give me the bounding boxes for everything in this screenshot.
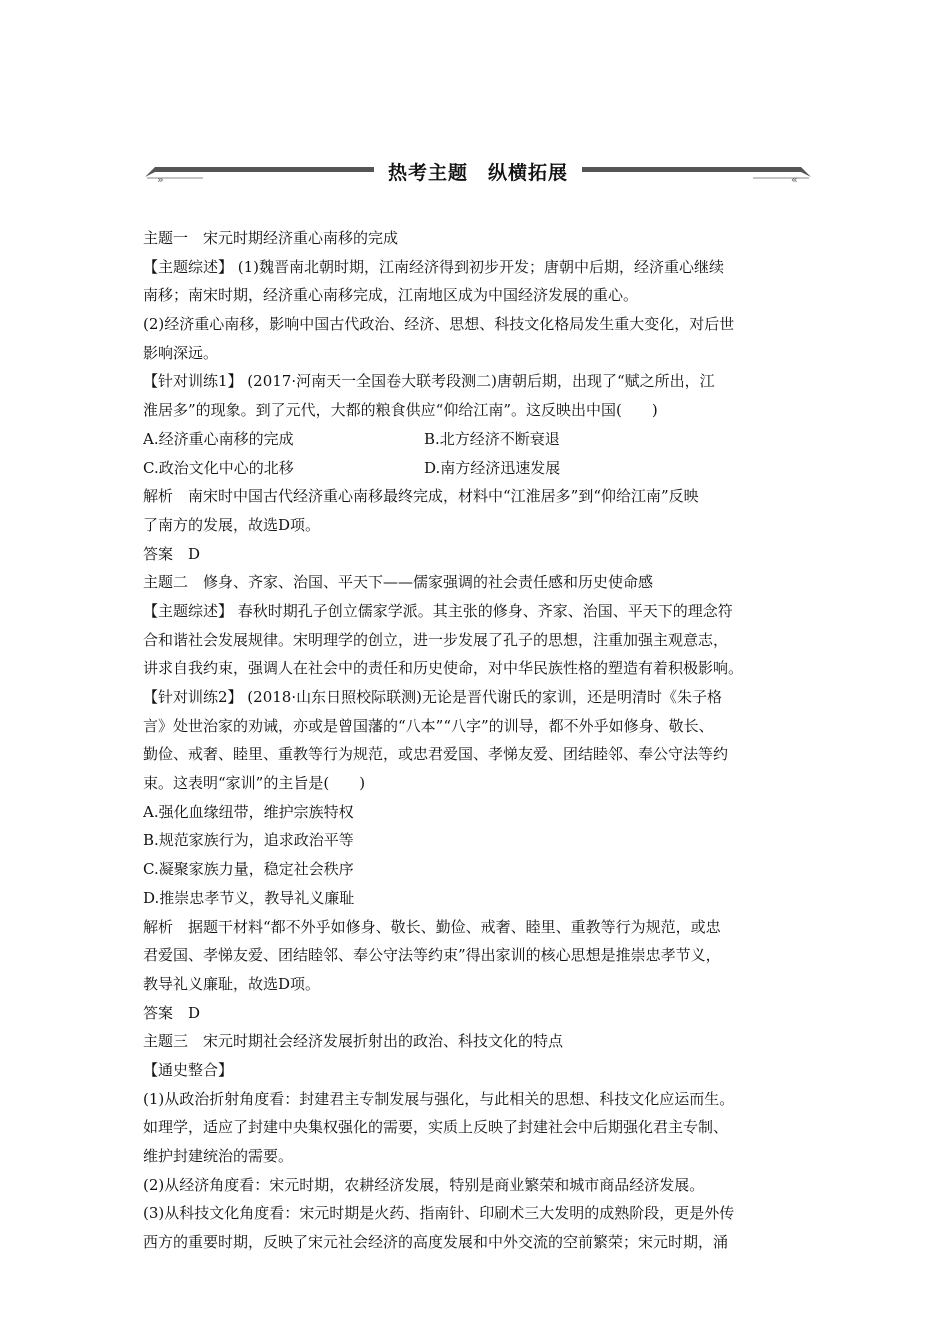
text-line: 西方的重要时期，反映了宋元社会经济的高度发展和中外交流的空前繁荣；宋元时期，涌 bbox=[143, 1233, 729, 1252]
option-line: B.规范家族行为，追求政治平等 bbox=[143, 831, 354, 850]
text-line: 言》处世治家的劝诫，亦或是曾国藩的“八本”“八字”的训导，都不外乎如修身、敬长、 bbox=[143, 716, 714, 735]
text-line: 主题一 宋元时期经济重心南移的完成 bbox=[143, 229, 399, 247]
option-line: D.推崇忠孝节义，教导礼义廉耻 bbox=[143, 888, 355, 907]
text-line: 教导礼义廉耻，故选D项。 bbox=[143, 974, 321, 993]
text-line: (2)从经济角度看：宋元时期，农耕经济发展，特别是商业繁荣和城市商品经济发展。 bbox=[143, 1175, 705, 1194]
text-line: 合和谐社会发展规律。宋明理学的创立，进一步发展了孔子的思想，注重加强主观意志， bbox=[143, 630, 729, 649]
text-line: 影响深远。 bbox=[143, 343, 219, 362]
text-line: 讲求自我约束，强调人在社会中的责任和历史使命，对中华民族性格的塑造有着积极影响。 bbox=[143, 659, 744, 678]
text-line: (1)从政治折射角度看：封建君主专制发展与强化，与此相关的思想、科技文化应运而生。 bbox=[143, 1089, 735, 1108]
option-row bbox=[143, 425, 815, 454]
option-b: B.北方经济不断衰退 bbox=[424, 429, 560, 448]
text-line: (2)经济重心南移，影响中国古代政治、经济、思想、科技文化格局发生重大变化，对后世 bbox=[143, 315, 735, 334]
option-c: C.政治文化中心的北移 bbox=[143, 458, 294, 477]
text-line: 维护封建统治的需要。 bbox=[143, 1147, 294, 1165]
banner-title: 热考主题 纵横拓展 bbox=[374, 162, 582, 184]
section-banner bbox=[143, 150, 813, 190]
left-mark: » bbox=[157, 173, 164, 186]
answer-line: 答案 D bbox=[143, 544, 201, 563]
option-a: A.经济重心南移的完成 bbox=[143, 429, 294, 448]
text-line: (3)从科技文化角度看：宋元时期是火药、指南针、印刷术三大发明的成熟阶段，更是外传 bbox=[143, 1204, 735, 1223]
right-mark: « bbox=[791, 173, 798, 186]
text-line: 【针对训练2】 (2018·山东日照校际联测)无论是晋代谢氏的家训，还是明清时《朱子格 bbox=[143, 688, 722, 706]
text-line: 了南方的发展，故选D项。 bbox=[143, 515, 321, 534]
text-line: 如理学，适应了封建中央集权强化的需要，实质上反映了封建社会中后期强化君主专制、 bbox=[143, 1118, 729, 1137]
option-line: C.凝聚家族力量，稳定社会秩序 bbox=[143, 860, 354, 879]
option-line: A.强化血缘纽带，维护宗族特权 bbox=[143, 802, 354, 821]
text-line: 束。这表明“家训”的主旨是( ) bbox=[143, 774, 366, 793]
text-line: 解析 南宋时中国古代经济重心南移最终完成，材料中“江淮居多”到“仰给江南”反映 bbox=[143, 487, 699, 506]
text-line: 主题二 修身、齐家、治国、平天下——儒家强调的社会责任感和历史使命感 bbox=[143, 573, 654, 592]
text-line: 主题三 宋元时期社会经济发展折射出的政治、科技文化的特点 bbox=[143, 1032, 564, 1051]
document-body bbox=[143, 224, 815, 1257]
text-line: 淮居多”的现象。到了元代，大都的粮食供应“仰给江南”。这反映出中国( ) bbox=[143, 401, 658, 420]
text-line: 【主题综述】 (1)魏晋南北朝时期，江南经济得到初步开发；唐朝中后期，经济重心继续 bbox=[143, 257, 725, 276]
text-line: 【主题综述】 春秋时期孔子创立儒家学派。其主张的修身、齐家、治国、平天下的理念符 bbox=[143, 601, 733, 620]
text-line: 解析 据题干材料“都不外乎如修身、敬长、勤俭、戒奢、睦里、重教等行为规范，或忠 bbox=[143, 917, 721, 936]
answer-line: 答案 D bbox=[143, 1003, 201, 1022]
text-line: 南移；南宋时期，经济重心南移完成，江南地区成为中国经济发展的重心。 bbox=[143, 286, 639, 305]
text-line: 【针对训练1】 (2017·河南天一全国卷大联考段测二)唐朝后期，出现了“赋之所出，江 bbox=[143, 372, 715, 391]
text-line: 【通史整合】 bbox=[143, 1060, 234, 1079]
text-line: 君爱国、孝悌友爱、团结睦邻、奉公守法等约束”得出家训的核心思想是推崇忠孝节义， bbox=[143, 946, 721, 965]
text-line: 勤俭、戒奢、睦里、重教等行为规范，或忠君爱国、孝悌友爱、团结睦邻、奉公守法等约 bbox=[143, 745, 729, 764]
option-d: D.南方经济迅速发展 bbox=[424, 458, 561, 477]
option-row bbox=[143, 454, 815, 483]
